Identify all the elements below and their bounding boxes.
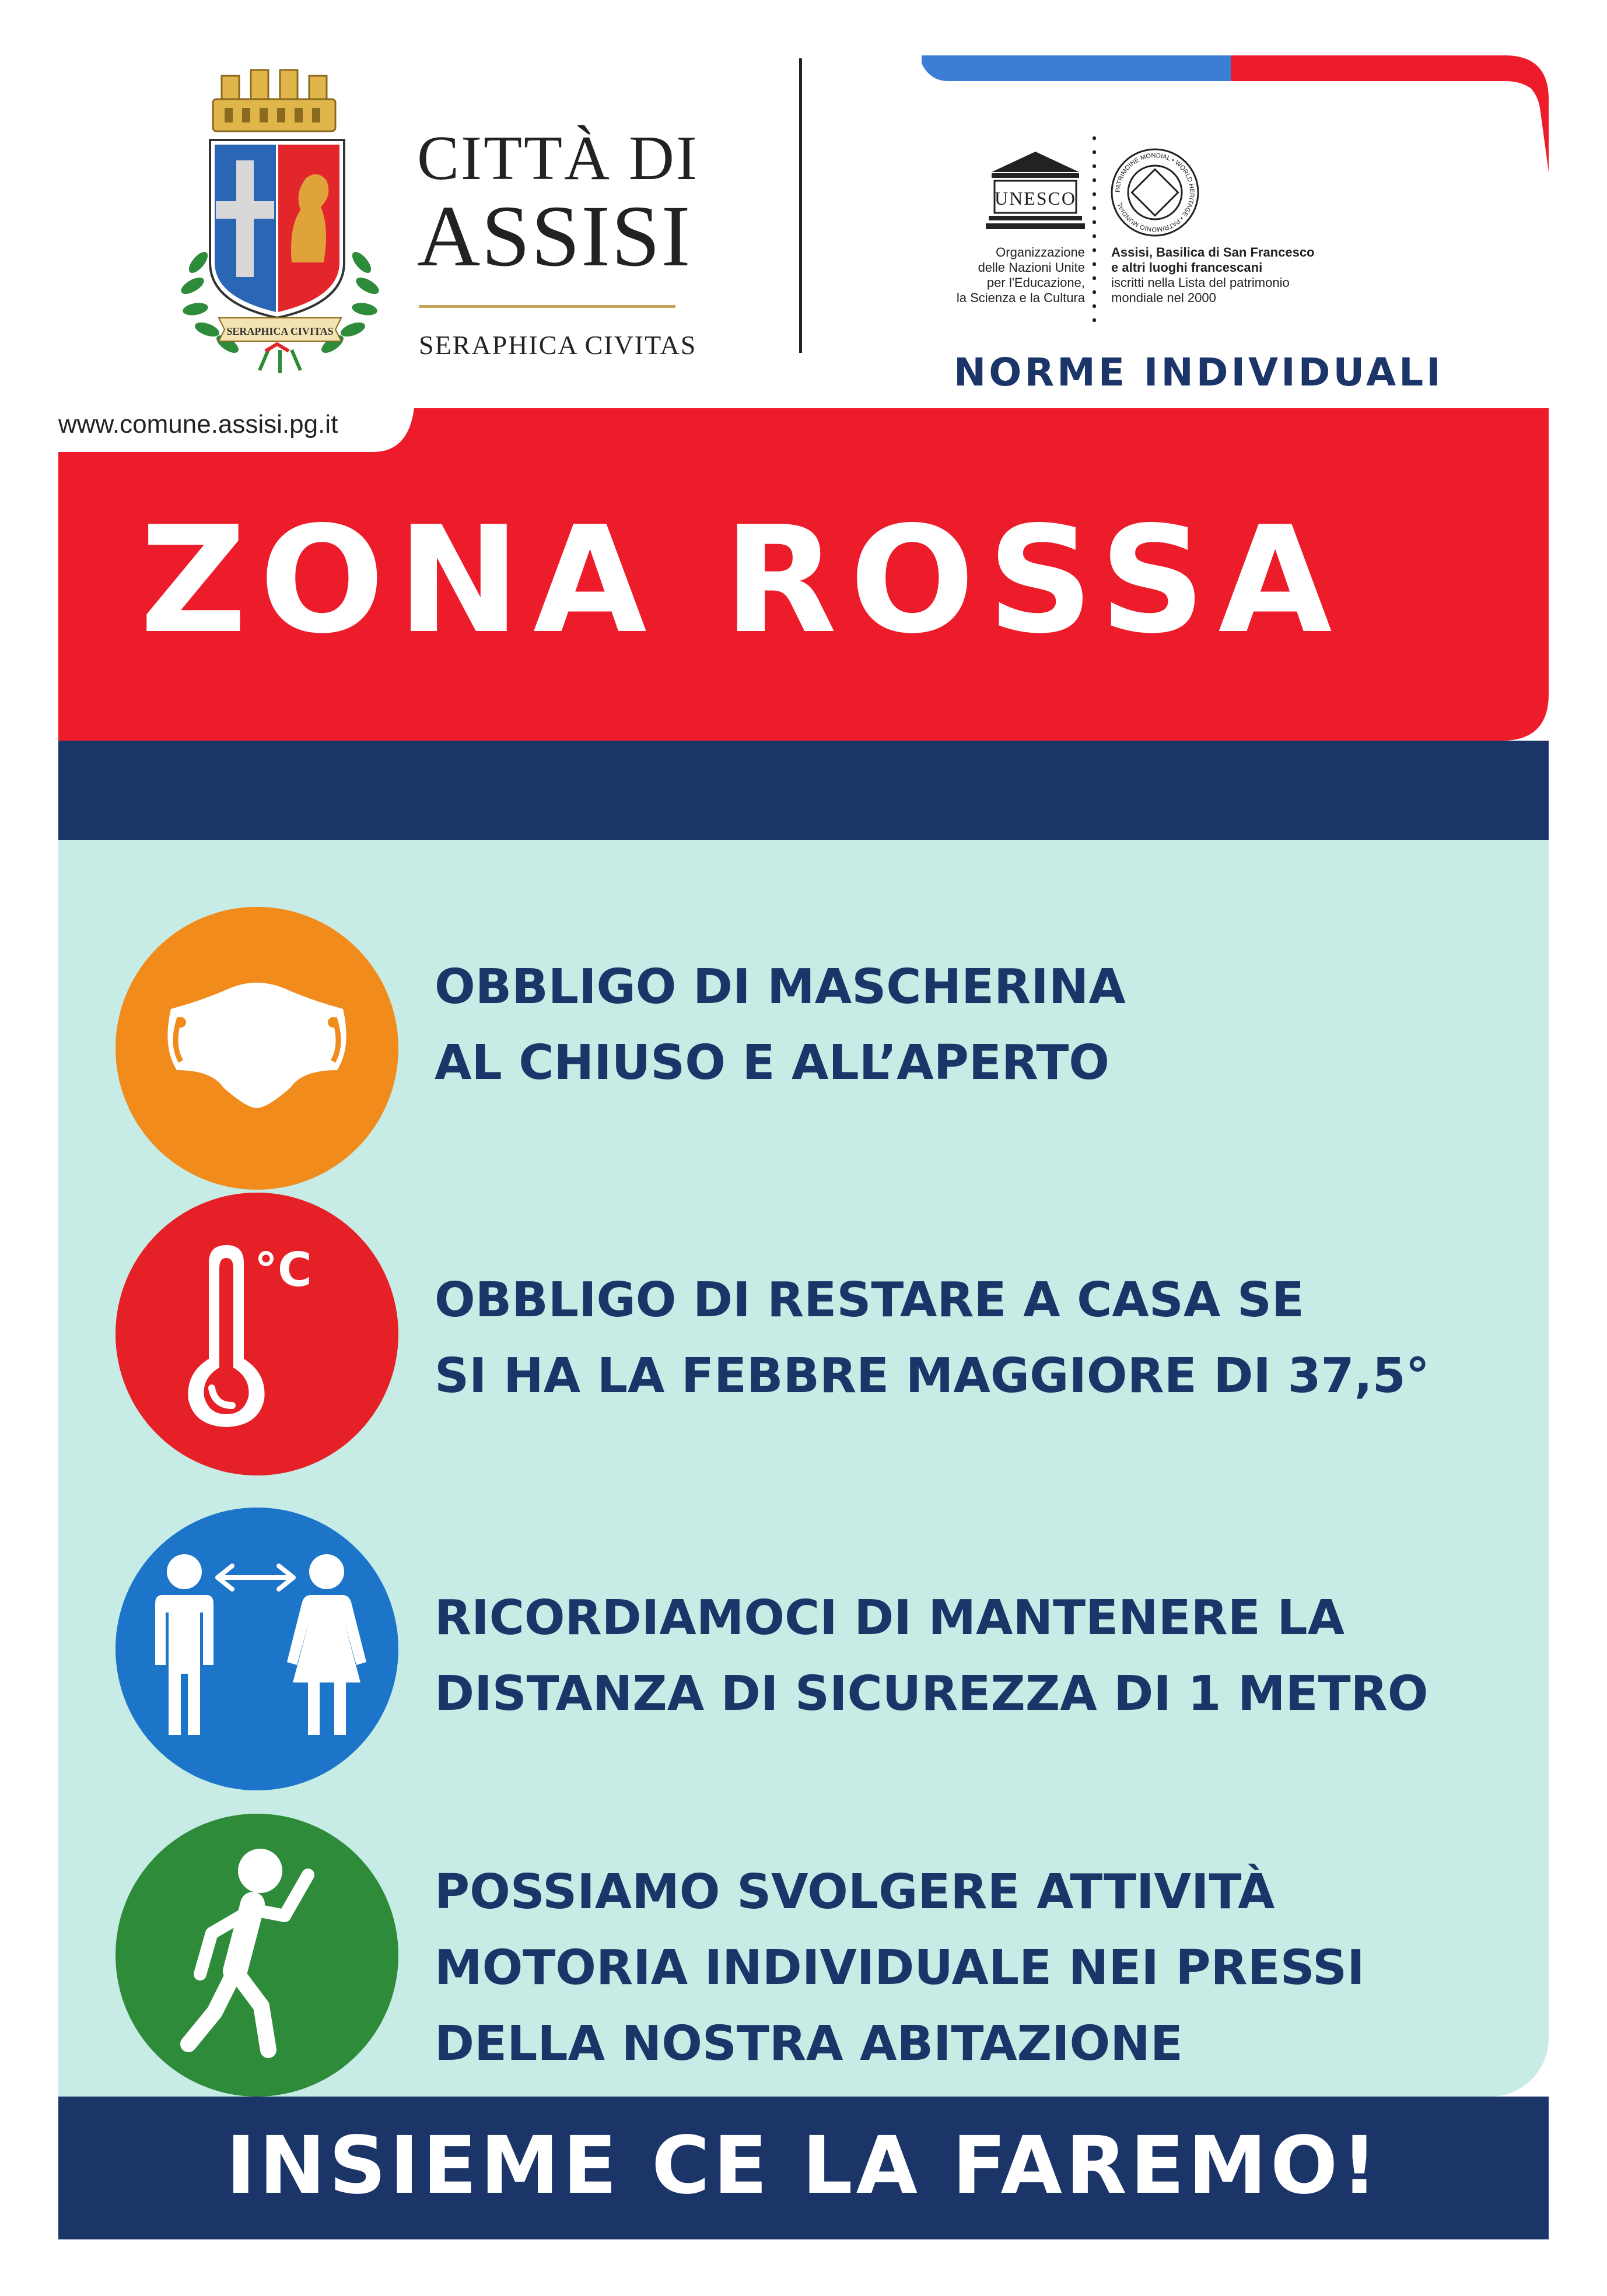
rule-text bbox=[435, 949, 1514, 1101]
city-name-line2: ASSISI bbox=[417, 188, 692, 285]
unesco-org-line: Organizzazione bbox=[996, 245, 1085, 260]
city-motto: SERAPHICA CIVITAS bbox=[419, 330, 697, 360]
site-text-line: mondiale nel 2000 bbox=[1111, 290, 1216, 305]
unesco-org-line: la Scienza e la Cultura bbox=[956, 290, 1085, 305]
thermometer-icon bbox=[115, 1193, 398, 1475]
header-divider bbox=[799, 58, 802, 353]
rule-text-line: AL CHIUSO E ALL’APERTO bbox=[435, 1035, 1109, 1091]
rule-text-line: SI HA LA FEBBRE MAGGIORE DI 37,5° bbox=[435, 1348, 1430, 1404]
rule-text-line: RICORDIAMOCI DI MANTENERE LA bbox=[435, 1590, 1345, 1646]
city-name bbox=[417, 124, 699, 285]
city-name-line1: CITTÀ DI bbox=[417, 124, 699, 193]
site-text-line: iscritti nella Lista del patrimonio bbox=[1111, 275, 1290, 290]
world-heritage-emblem-icon bbox=[1108, 146, 1202, 239]
unesco-dotted-divider bbox=[1093, 131, 1096, 324]
crest-scroll-text: SERAPHICA CIVITAS bbox=[226, 325, 334, 337]
rule-icon-circle bbox=[115, 1193, 398, 1475]
rules-category-title: NORME INDIVIDUALI bbox=[954, 350, 1444, 395]
rule-text-line: DELLA NOSTRA ABITAZIONE bbox=[435, 2016, 1183, 2071]
city-name-divider bbox=[419, 305, 675, 308]
unesco-org-line: per l'Educazione, bbox=[986, 275, 1085, 290]
site-title-line: Assisi, Basilica di San Francesco bbox=[1111, 245, 1315, 260]
site-title-line: e altri luoghi francescani bbox=[1111, 260, 1263, 275]
rule-text bbox=[435, 1580, 1514, 1732]
rule-text-line: MOTORIA INDIVIDUALE NEI PRESSI bbox=[435, 1940, 1365, 1996]
navy-band bbox=[58, 741, 1549, 841]
celsius-label: °C bbox=[254, 1243, 312, 1297]
rule-text bbox=[435, 1855, 1514, 2082]
zone-title: ZONA ROSSA bbox=[140, 495, 1345, 666]
footer-slogan: INSIEME CE LA FAREMO! bbox=[226, 2120, 1381, 2212]
rule-text-line: DISTANZA DI SICUREZZA DI 1 METRO bbox=[435, 1666, 1429, 1722]
emblem-ring-text: PATRIMOINE MONDIAL • WORLD HERITAGE • PATRIMONIO MUNDIAL bbox=[1114, 152, 1196, 233]
unesco-logo-text: UNESCO bbox=[994, 188, 1077, 209]
website-url: www.comune.assisi.pg.it bbox=[58, 410, 338, 439]
unesco-org-line: delle Nazioni Unite bbox=[978, 260, 1085, 275]
social-distance-icon bbox=[115, 1508, 398, 1790]
rule-text-line: OBBLIGO DI RESTARE A CASA SE bbox=[435, 1273, 1304, 1328]
walking-person-icon bbox=[115, 1814, 398, 2097]
svg-text:PATRIMOINE MONDIAL • WORLD HER bbox=[1115, 152, 1195, 233]
rule-text-line: POSSIAMO SVOLGERE ATTIVITÀ bbox=[435, 1864, 1275, 1920]
world-heritage-site-text bbox=[1111, 245, 1345, 306]
rule-text bbox=[435, 1263, 1514, 1414]
city-crest-icon bbox=[157, 52, 402, 379]
rule-text-line: OBBLIGO DI MASCHERINA bbox=[435, 959, 1126, 1015]
unesco-temple-icon bbox=[986, 149, 1085, 236]
unesco-org-text bbox=[887, 245, 1085, 306]
face-mask-icon bbox=[115, 907, 398, 1190]
